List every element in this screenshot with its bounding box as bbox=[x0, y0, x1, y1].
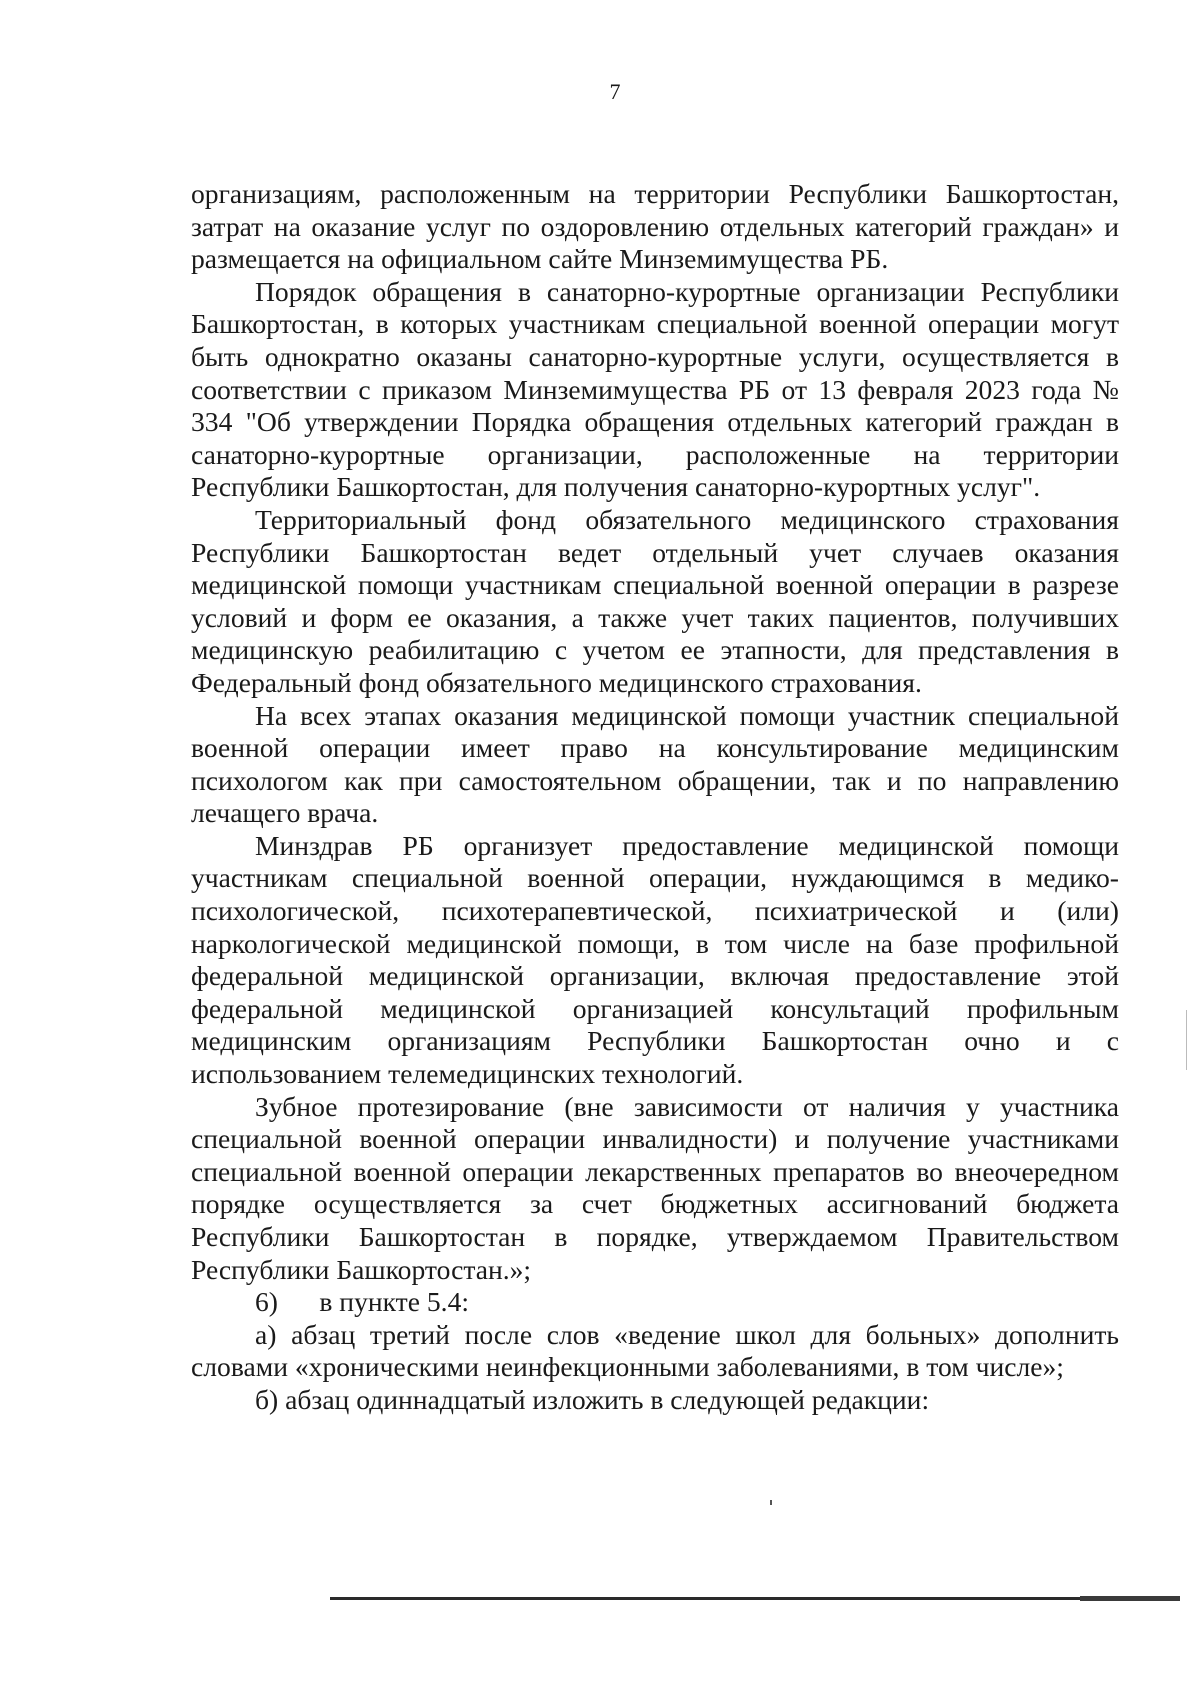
paragraph-psychologist-consultation: На всех этапах оказания медицинской помощи участник специальной военной операции имеет право на консультирование медицинским психологом как при самостоятельном обращении, так и по направлению лечащего врача. bbox=[191, 699, 1119, 829]
list-item-6: 6) в пункте 5.4: bbox=[255, 1286, 470, 1318]
paragraph-continuation: организациям, расположенным на территории Республики Башкортостан, затрат на оказание услуг по оздоровлению отдельных категорий граждан» и размещается на официальном сайте Минземимущества РБ. bbox=[191, 178, 1119, 275]
paragraph-insurance-fund: Территориальный фонд обязательного медицинского страхования Республики Башкортостан ведет отдельный учет случаев оказания медицинской помощи участникам специальной военной операции в разрезе условий и форм ее оказания, а также учет таких пациентов, получивших медицинскую реабилитацию с учетом ее этапности, для представления в Федеральный фонд обязательного медицинского страхования. bbox=[191, 503, 1119, 698]
document-body bbox=[191, 178, 1119, 1417]
page-number: 7 bbox=[609, 79, 621, 104]
bottom-border-line bbox=[330, 1597, 1180, 1600]
scan-artifact-mark bbox=[770, 1500, 772, 1505]
margin-scan-line bbox=[1186, 1010, 1187, 1070]
paragraph-subitem-a: а) абзац третий после слов «ведение школ для больных» дополнить словами «хроническими неинфекционными заболеваниями, в том числе»; bbox=[191, 1318, 1119, 1383]
paragraph-dental-prosthetics: Зубное протезирование (вне зависимости от наличия у участника специальной военной операции инвалидности) и получение участниками специальной военной операции лекарственных препаратов во внеочередном порядке осуществляется за счет бюджетных ассигнований бюджета Республики Башкортостан в порядке, утверждаемом Правительством Республики Башкортостан.»; bbox=[191, 1090, 1119, 1285]
paragraph-minzdrav-care: Минздрав РБ организует предоставление медицинской помощи участникам специальной военной операции, нуждающимся в медико-психологической, психотерапевтической, психиатрической и (или) наркологической медицинской помощи, в том числе на базе профильной федеральной медицинской организации, включая предоставление этой федеральной медицинской организацией консультаций профильным медицинским организациям Республики Башкортостан очно и с использованием телемедицинских технологий. bbox=[191, 829, 1119, 1090]
paragraph-subitem-b: б) абзац одиннадцатый изложить в следующей редакции: bbox=[255, 1383, 930, 1415]
paragraph-sanatorium-procedure: Порядок обращения в санаторно-курортные организации Республики Башкортостан, в которых участникам специальной военной операции могут быть однократно оказаны санаторно-курортные услуги, осуществляется в соответствии с приказом Минземимущества РБ от 13 февраля 2023 года № 334 "Об утверждении Порядка обращения отдельных категорий граждан в санаторно-курортные организации, расположенные на территории Республики Башкортостан, для получения санаторно-курортных услуг". bbox=[191, 275, 1119, 503]
bottom-border-line-thick bbox=[1080, 1596, 1180, 1601]
